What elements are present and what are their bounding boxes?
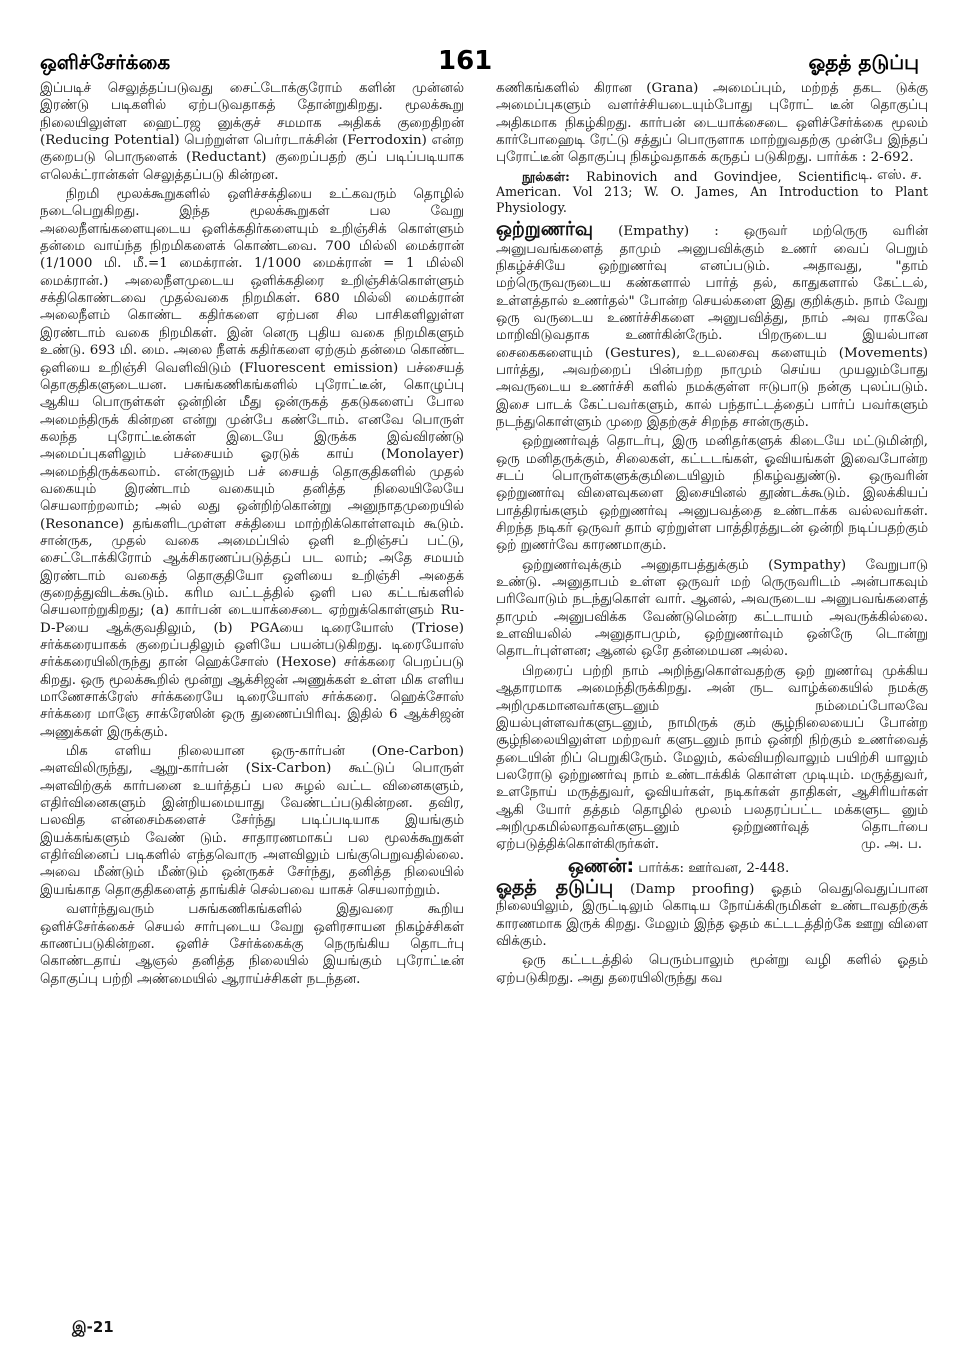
- continuation-text: கணிகங்களில் கிரான (Grana) அமைப்பும், மற்றத் தகட டுக்கு அமைப்புகளும் வளர்ச்சியடையும்போது புரோட் டீன் தொகுப்பு அதிகமாக நிகழ்கிறது. கார்பன் டையாக்சைடை ஒளிச்சேர்க்கை மூலம் கார்போஹைடி ரேட்டு சத்துப் பொருளாக மாற்றுவதற்கு முன்பே இந்தப் புரோட்டீன் தொகுப்பு நிகழ்வதாகக் கருதப் படுகிறது. பார்க்க : 2-692.: [496, 81, 928, 166]
- entry-headword: ஒற்றுணர்வு: [496, 218, 594, 241]
- right-column: [496, 80, 928, 989]
- paragraph: ஒற்றுணர்வுத் தொடர்பு, இரு மனிதர்களுக் கிடையே மட்டுமின்றி, ஒரு மனிதருக்கும், சிலைகள், கட்டடங்கள், ஓவியங்கள் இவைபோன்ற சடப் பொருள்களுக்குமிடையிலும் நிகழ்வதுண்டு. ஒருவரின் ஒற்றுணர்வு விளைவுகளை இசையினல் தூண்டக்கூடும். இலக்கியப் பாத்திரங்களும் ஒற்றுணர்வு அனுபவத்தை உண்டாக்க வல்லவர்கள். சிறந்த நடிகர் ஒருவர் தாம் ஏற்றுள்ள பாத்திரத்துடன் ஒன்றி நடிப்பதற்கும் ஒற் றுணர்வே காரணமாகும்.: [496, 434, 928, 554]
- entry-text: ஓதம் வெதுவெதுப்பான நிலையிலும், இருட்டிலும் கொடிய நோய்க்கிருமிகள் உண்டாவதற்குக் காரணமாக இருக் கிறது. மேலும் இந்த ஓதம் கட்டடத்திற்கே ஊறு விளை விக்கும்.: [496, 881, 928, 949]
- paragraph: இப்படிச் செலுத்தப்படுவது சைட்டோக்குரோம் களின் முன்னல் இரண்டு படிகளில் ஏற்படுவதாகத் தோன்றுகிறது. மூலக்கூறு நிலையிலுள்ள ஹைட்ரஜ னுக்குச் சமமாக அதிகக் குறைதிறன் (Reducing Potential) பெற்றுள்ள பெர்ரடாக்சின் (Ferrodoxin) என்ற குறைபடு பொருளைக் (Reductant) குறைப்பதற் குப் படிப்படியாக எலெக்ட்ரான்கள் செலுத்தப்படு கின்றன.: [40, 81, 464, 183]
- entry-damp-proofing: [496, 875, 928, 950]
- left-column: [40, 80, 464, 990]
- paragraph-text: பிறரைப் பற்றி நாம் அறிந்துகொள்வதற்கு ஒற் றுணர்வு முக்கிய ஆதாரமாக அமைந்திருக்கிறது. அன் ருட வாழ்க்கையில் நமக்கு அறிமுகமானவர்களுடனும் நம்மைப்போலவே இயல்புள்ளவர்களுடனும், நாமிருக் கும் சூழ்நிலையைப் போன்ற சூழ்நிலையிலுள்ள மற்றவர் களுடனும் நாம் ஒன்றி நிற்கும் உணர்வைத் தடையின் றிப் பெறுகிருேம். மேலும், கல்வியறிவாலும் பயிற்சி யாலும் பலரோடு ஒற்றுணர்வு நாம் உண்டாக்கிக் கொள்ள முடியும். மருத்துவர், உளநோய் மருத்துவர், ஓவியர்கள், நடிகர்கள் தாதிகள், ஆசிரியர்கள் ஆகி யோர் தத்தம் தொழில் மூலம் பலதரப்பட்ட மக்களுட னும் அறிமுகமில்லாதவர்களுடனும் ஒற்றுணர்வுத் தொடர்பை ஏற்படுத்திக்கொள்கிருர்கள்.: [496, 663, 928, 853]
- entry-onan: [496, 854, 928, 877]
- entry-empathy: [496, 218, 928, 431]
- entry-english: (Empathy): [618, 224, 690, 240]
- entry-headword: ஓதத் தடுப்பு: [496, 875, 614, 898]
- paragraph: மிக எளிய நிலையான ஒரு-கார்பன் (One-Carbon) அளவிலிருந்து, ஆறு-கார்பன் (Six-Carbon) கூட்டுப் பொருள் அளவிற்குக் கார்பனை உயர்த்தப் பல சுழல் வட்ட வினைகளும், எதிர்வினைகளும் இன்றியமையாது வேண்டப்படுகின்றன. தவிர, பலவித என்சைம்களைச் சேர்ந்து படிப்படியாக இயங்கும் இயக்கங்களும் வேண் டும். சாதாரணமாகப் பல மூலக்கூறுகள் எதிர்வினைப் படிகளில் எந்தவொரு அளவிலும் பங்குபெறுவதில்லை. அவை மீண்டும் மீண்டும் ஒன்ருகச் சேர்ந்து, தனித்த நிலையில் இயங்காத தொகுதிகளைத் தாங்கிச் செல்பவை யாகச் செயலாற்றும்.: [40, 744, 464, 898]
- running-head-left: ஒளிச்சேர்க்கை: [40, 50, 171, 74]
- paragraph: வளர்ந்துவரும் பசுங்கணிகங்களில் இதுவரை கூறிய ஒளிச்சேர்க்கைச் செயல் சார்புடைய வேறு ஒளிரசாயன நிகழ்ச்சிகள் காணப்படுகின்றன. ஒளிச் சேர்க்கைக்கு நெருங்கிய தொடர்பு கொண்டதாய் ஆஞல் தனித்த நிலையில் இயங்கும் புரோட்டீன் தொகுப்பு பற்றி அண்மையில் ஆராய்ச்சிகள் நடந்தன.: [40, 902, 464, 987]
- folio-signature: இ-21: [72, 1318, 114, 1336]
- entry-headword: ஒணன்:: [568, 854, 635, 877]
- paragraph: ஒற்றுணர்வுக்கும் அனுதாபத்துக்கும் (Sympathy) வேறுபாடு உண்டு. அனுதாபம் உள்ள ஒருவர் மற் ருெருவரிடம் அன்பாகவும் பரிவோடும் நடந்துகொள் வார். ஆனல், அவருடைய அனுபவங்களைத் தாமும் அனுபவிக்க வேண்டுமென்ற கட்டாயம் அவருக்கில்லை. உளவியலில் அனுதாபமும், ஒற்றுணர்வும் ஒன்ருே டொன்று தொடர்புள்ளன; ஆனல் ஒரே தன்மையன அல்ல.: [496, 557, 928, 660]
- references-text: Rabinovich and Govindjee, Scientific American. Vol 213; W. O. James, An Introduction to Plant Physiology.: [496, 168, 928, 215]
- entry-english: (Damp proofing): [630, 881, 755, 897]
- author-signature: டி. எஸ். ச.: [857, 167, 922, 183]
- paragraph: நிறமி மூலக்கூறுகளில் ஒளிச்சக்தியை உட்கவரும் தொழில் நடைபெறுகிறது. இந்த மூலக்கூறுகள் பல வேறு அலைநீளங்களையுடைய ஒளிக்கதிர்களையும் உறிஞ்சிக் கொள்ளும் தன்மை வாய்ந்த நிறமிகளைக் கொண்டவை. 700 மில்லி மைக்ரான் (1/1000 மி. மீ.=1 மைக்ரான். 1/1000 மைக்ரான் = 1 மில்லி மைக்ரான்.) அலைநீளமுடைய ஒளிக்கதிரை உறிஞ்சிக்கொள்ளும் சக்திகொண்டவை முதல்வகை நிறமிகள். 680 மில்லி மைக்ரான் அலைநீளம் கொண்ட கதிர்களை ஏற்பன சில பாசிகளிலுள்ள இரண்டாம் வகை நிறமிகள். இன் னெரு புதிய வகை நிறமிகளும் உண்டு. 693 மி. மை. அலை நீளக் கதிர்களை ஏற்கும் தன்மை கொண்ட ஒளியை உறிஞ்சி வெளிவிடும் (Fluorescent emission) பச்சையத் தொகுதிகளுடையன. பசுங்கணிகங்களில் புரோட்டீன், கொழுப்பு ஆகிய பொருள்கள் ஒன்றின் மீது ஒன்ருகத் தகடுகளைப் போல அமைந்திருக் கின்றன என்று முன்பே கண்டோம். எனவே பொருள் கலந்த புரோட்டீன்கள் இடையே இருக்க இவ்விரண்டு அமைப்புகளிலும் பச்சையம் ஓரடுக் காய் (Monolayer) அமைந்திருக்கலாம். என்ருலும் பச் சையத் தொகுதிகளில் முதல் வகையும் இரண்டாம் வகையும் தனித்த நிலையிலேயே செயலாற்றலாம்; அல் லது ஒன்றிற்கொன்று அனுநாதமுறையில் (Resonance) தங்களிடமுள்ள சக்தியை மாற்றிக்கொள்ளவும் கூடும். சான்ருக, முதல் வகை அமைப்பில் ஒளி உறிஞ்சப் பட்டு, சைட்டோக்கிரோம் ஆக்சிகரணப்படுத்தப் பட லாம்; அதே சமயம் இரண்டாம் வகைத் தொகுதியோ ஒளியை உறிஞ்சி அதைக் குறைத்துவிடக்கூடும். கரிம வட்டத்தில் ஒளி பல கட்டங்களில் செயலாற்றுகிறது; (a) கார்பன் டையாக்சைடை ஏற்றுக்கொள்ளும் Ru-D-Pயை ஆக்குவதிலும், (b) PGAயை டிரையோஸ் (Triose) சர்க்கரையாகக் குறைப்பதிலும் ஒளியே பயன்படுகிறது. டிரையோஸ் சர்க்கரையிலிருந்து தான் ஹெக்சோஸ் (Hexose) சர்க்கரை பெறப்படு கிறது. ஒரு மூலக்கூறில் மூன்று ஆக்சிஜன் அணுக்கள் உள்ள மிக எளிய மாணேசாக்ரேஸ் சர்க்கரையே டிரையோஸ் சர்க்கரை. ஹெக்சோஸ் சர்க்கரை மாஞே சாக்ரேஸின் ஒரு துணைப்பிரிவு. இதில் 6 ஆக்சிஜன் அணுக்கள் இருக்கும்.: [40, 187, 464, 740]
- author-signature: மு. அ. ப.: [861, 837, 922, 853]
- running-head-right: ஓதத் தடுப்பு: [808, 50, 919, 74]
- entry-text: பார்க்க: ஊர்வன, 2-448.: [638, 860, 790, 876]
- page-number: 161: [438, 46, 493, 76]
- paragraph: [496, 663, 928, 854]
- paragraph: ஒரு கட்டடத்தில் பெரும்பாலும் மூன்று வழி களில் ஓதம் ஏற்படுகிறது. அது தரையிலிருந்து கவ: [496, 953, 928, 986]
- references-label: நூல்கள்:: [522, 168, 570, 184]
- entry-text: : ஒருவர் மற்ருெரு வரின் அனுபவங்களைத் தாமும் அனுபவிக்கும் உணர் வைப் பெறும் நிகழ்ச்சியே ஒற்றுணர்வு எனப்படும். அதாவது, "தாம் மற்ருெருவருடைய கண்களால் பார்த் தல், காதுகளால் கேட்டல், உள்ளத்தால் உணர்தல்" போன்ற செயல்களை இது குறிக்கும். நாம் வேறு ஒரு வருடைய உணர்ச்சிகளை அனுபவித்து, நாம் அவ ராகவே மாறிவிடுவதாக உணர்கின்ருேம். பிறருடைய இயல்பான சைகைகளையும் (Gestures), உடலசைவு களையும் (Movements) பார்த்து, அவற்றைப் பின்பற்ற நாமும் செய்ய முயலும்போது அவருடைய உணர்ச்சி களில் நமக்குள்ள ஈடுபாடு நன்கு புலப்படும். இசை பாடக் கேட்பவர்களும், கால் பந்தாட்டத்தைப் பார்ப் பவர்களும் நடந்துகொள்ளும் முறை இதற்குச் சிறந்த சான்ருகும்.: [496, 224, 928, 430]
